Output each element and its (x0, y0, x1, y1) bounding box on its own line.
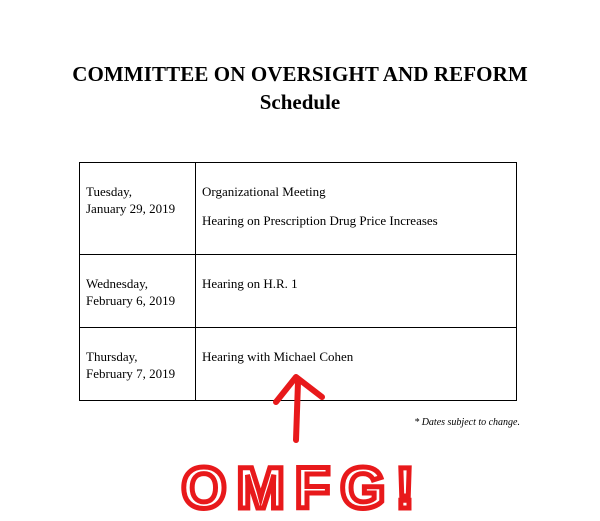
day-label: Thursday, (86, 349, 138, 364)
document-subtitle: Schedule (259, 90, 341, 114)
event-label: Hearing on H.R. 1 (202, 276, 298, 291)
annotation-text: OMFG! (181, 456, 425, 521)
day-label: Tuesday, (86, 184, 132, 199)
date-label: January 29, 2019 (86, 201, 176, 216)
hand-drawn-up-arrow-icon (276, 377, 322, 440)
day-label: Wednesday, (86, 276, 149, 291)
document-title: COMMITTEE ON OVERSIGHT AND REFORM (72, 62, 528, 86)
footnote: * Dates subject to change. (414, 417, 520, 428)
event-label: Hearing with Michael Cohen (202, 349, 354, 364)
date-label: February 6, 2019 (86, 293, 176, 308)
event-label: Hearing on Prescription Drug Price Increases (202, 213, 438, 228)
event-label: Organizational Meeting (202, 184, 326, 199)
date-label: February 7, 2019 (86, 366, 176, 381)
